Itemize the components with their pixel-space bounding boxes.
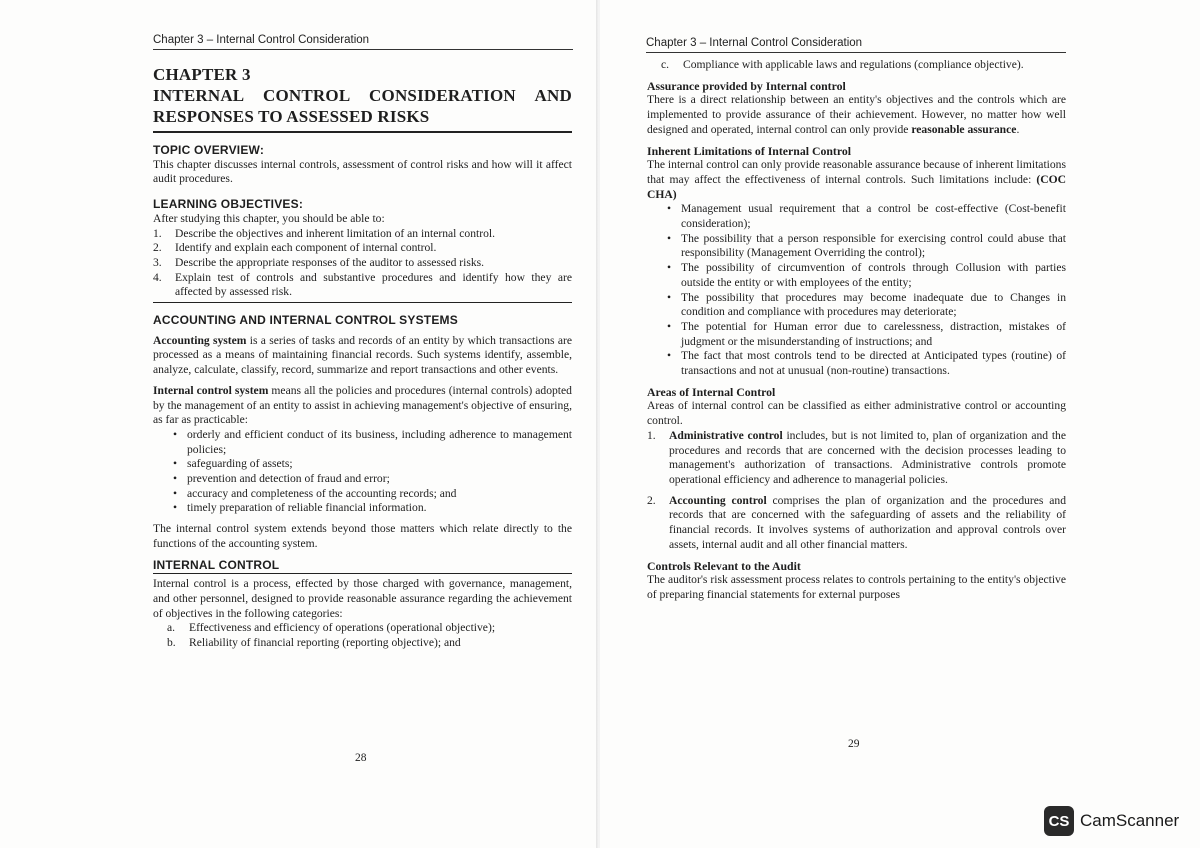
running-header: Chapter 3 – Internal Control Consideration — [153, 34, 370, 46]
list-item: • accuracy and completeness of the accounting records; and — [175, 487, 572, 502]
title-word: INTERNAL — [153, 86, 245, 105]
limitations-paragraph: The internal control can only provide reasonable assurance because of inherent limitations that may affect the effectiveness of internal controls. Such limitations include: (COC CHA) — [647, 158, 1066, 201]
learning-objectives-intro: After studying this chapter, you should be able to: — [153, 211, 385, 225]
page-number: 29 — [848, 738, 860, 750]
title-word: CONSIDERATION — [369, 86, 516, 105]
objectives-list — [153, 227, 572, 301]
list-item: • timely preparation of reliable financial information. — [175, 501, 572, 516]
topic-overview-heading: TOPIC OVERVIEW: — [153, 143, 265, 157]
ic-paragraph: Internal control is a process, effected by those charged with governance, management, and other personnel, designed to provide reasonable assurance regarding the achievement of objectives in the following categories: — [153, 577, 572, 620]
accounting-system-paragraph: Accounting system is a series of tasks and records of an entity by which transactions are processed as a means of maintaining financial records. Such systems identify, assemble, analyze, calculate, classify, record, summarize and report transactions and other events. — [153, 333, 572, 377]
learning-objectives-heading: LEARNING OBJECTIVES: — [153, 197, 304, 212]
list-item: 2. Identify and explain each component of internal control. — [153, 241, 437, 255]
list-item: • Management usual requirement that a control be cost-effective (Cost-benefit consideration); — [669, 202, 1066, 231]
list-item: • The potential for Human error due to carelessness, distraction, mistakes of judgment or the misunderstanding of instructions; and — [669, 320, 1066, 349]
ic-categories-cont — [647, 58, 1066, 73]
chapter-label: CHAPTER 3 — [153, 65, 251, 84]
list-item: • The possibility that a person responsible for exercising control could abuse that responsibility (Management Overriding the control); — [669, 232, 1066, 261]
list-item: • The fact that most controls tend to be directed at Anticipated types (routine) of transactions and not at unusual (non-routine) transactions. — [669, 349, 1066, 378]
title-line-2 — [153, 85, 572, 106]
limitations-heading: Inherent Limitations of Internal Control — [647, 143, 852, 158]
running-header: Chapter 3 – Internal Control Consideration — [646, 37, 863, 49]
areas-heading: Areas of Internal Control — [647, 384, 776, 399]
right-page — [600, 0, 1200, 848]
list-item: • The possibility of circumvention of controls through Collusion with parties outside the entity or with employees of the entity; — [669, 261, 1066, 290]
relevant-heading: Controls Relevant to the Audit — [647, 558, 801, 573]
title-rule — [153, 131, 572, 133]
title-word: CONTROL — [263, 86, 351, 105]
list-item: c. Compliance with applicable laws and regulations (compliance objective). — [661, 58, 1024, 71]
list-item: 2. Accounting control comprises the plan of organization and the procedures and records that are concerned with the safeguarding of assets and the reliability of financial records. It involves systems of authorization and approval controls over assets, internal audit and all other financial matters. — [647, 493, 1066, 551]
section-heading-internal-control: INTERNAL CONTROL — [153, 557, 280, 572]
camscanner-watermark — [1044, 806, 1179, 836]
list-item: • The possibility that procedures may become inadequate due to Changes in condition and compliance with procedures may deteriorate; — [669, 291, 1066, 320]
camscanner-text: CamScanner — [1080, 811, 1180, 830]
topic-overview-text: This chapter discusses internal controls, assessment of control risks and how will it affect audit procedures. — [153, 157, 572, 186]
section-rule — [153, 302, 572, 303]
list-item: b. Reliability of financial reporting (reporting objective); and — [167, 636, 461, 650]
list-item: a. Effectiveness and efficiency of operations (operational objective); — [167, 621, 496, 635]
areas-paragraph: Areas of internal control can be classified as either administrative control or accounting control. — [647, 399, 1066, 428]
page-number: 28 — [355, 752, 367, 764]
list-item: 1. Describe the objectives and inherent limitation of an internal control. — [153, 226, 496, 240]
header-rule — [153, 49, 573, 50]
title-word: AND — [534, 86, 572, 105]
assurance-paragraph: There is a direct relationship between an entity's objectives and the controls which are implemented to provide assurance of their achievement. However, no matter how well designed and operated, internal control can only provide reasonable assurance. — [647, 93, 1066, 136]
list-item: • prevention and detection of fraud and error; — [175, 472, 572, 487]
list-item: 4. Explain test of controls and substantive procedures and identify how they are affected by assessed risk. — [153, 270, 572, 299]
left-page — [0, 0, 598, 848]
right-content — [647, 58, 1066, 603]
ic-categories — [153, 621, 572, 650]
header-rule — [646, 52, 1066, 53]
section-heading-accounting: ACCOUNTING AND INTERNAL CONTROL SYSTEMS — [153, 313, 458, 328]
left-content — [153, 64, 572, 651]
chapter-title — [153, 64, 572, 127]
ics-bullets — [153, 428, 572, 516]
camscanner-logo-icon: CS — [1044, 806, 1074, 836]
areas-list — [647, 429, 1066, 553]
list-item: 3. Describe the appropriate responses of the auditor to assessed risks. — [153, 255, 485, 269]
ics-paragraph: Internal control system means all the policies and procedures (internal controls) adopted by the management of an entity to assist in achieving management's objective of ensuring, as far as practicable: — [153, 383, 572, 427]
section-rule — [153, 573, 572, 574]
list-item: 1. Administrative control includes, but is not limited to, plan of organization and the procedures and records that are concerned with the decision processes leading to management's authorization of transactions. Administrative controls promote operational efficiency and adherence to managerial policies. — [647, 428, 1066, 486]
assurance-heading: Assurance provided by Internal control — [647, 78, 846, 93]
limitations-bullets — [647, 202, 1066, 378]
title-line-3: RESPONSES TO ASSESSED RISKS — [153, 107, 430, 126]
ics-closing: The internal control system extends beyond those matters which relate directly to the functions of the accounting system. — [153, 522, 572, 550]
list-item: • safeguarding of assets; — [175, 457, 572, 472]
relevant-paragraph: The auditor's risk assessment process relates to controls pertaining to the entity's objective of preparing financial statements for external purposes — [647, 573, 1066, 601]
list-item: • orderly and efficient conduct of its business, including adherence to management policies; — [175, 428, 572, 457]
